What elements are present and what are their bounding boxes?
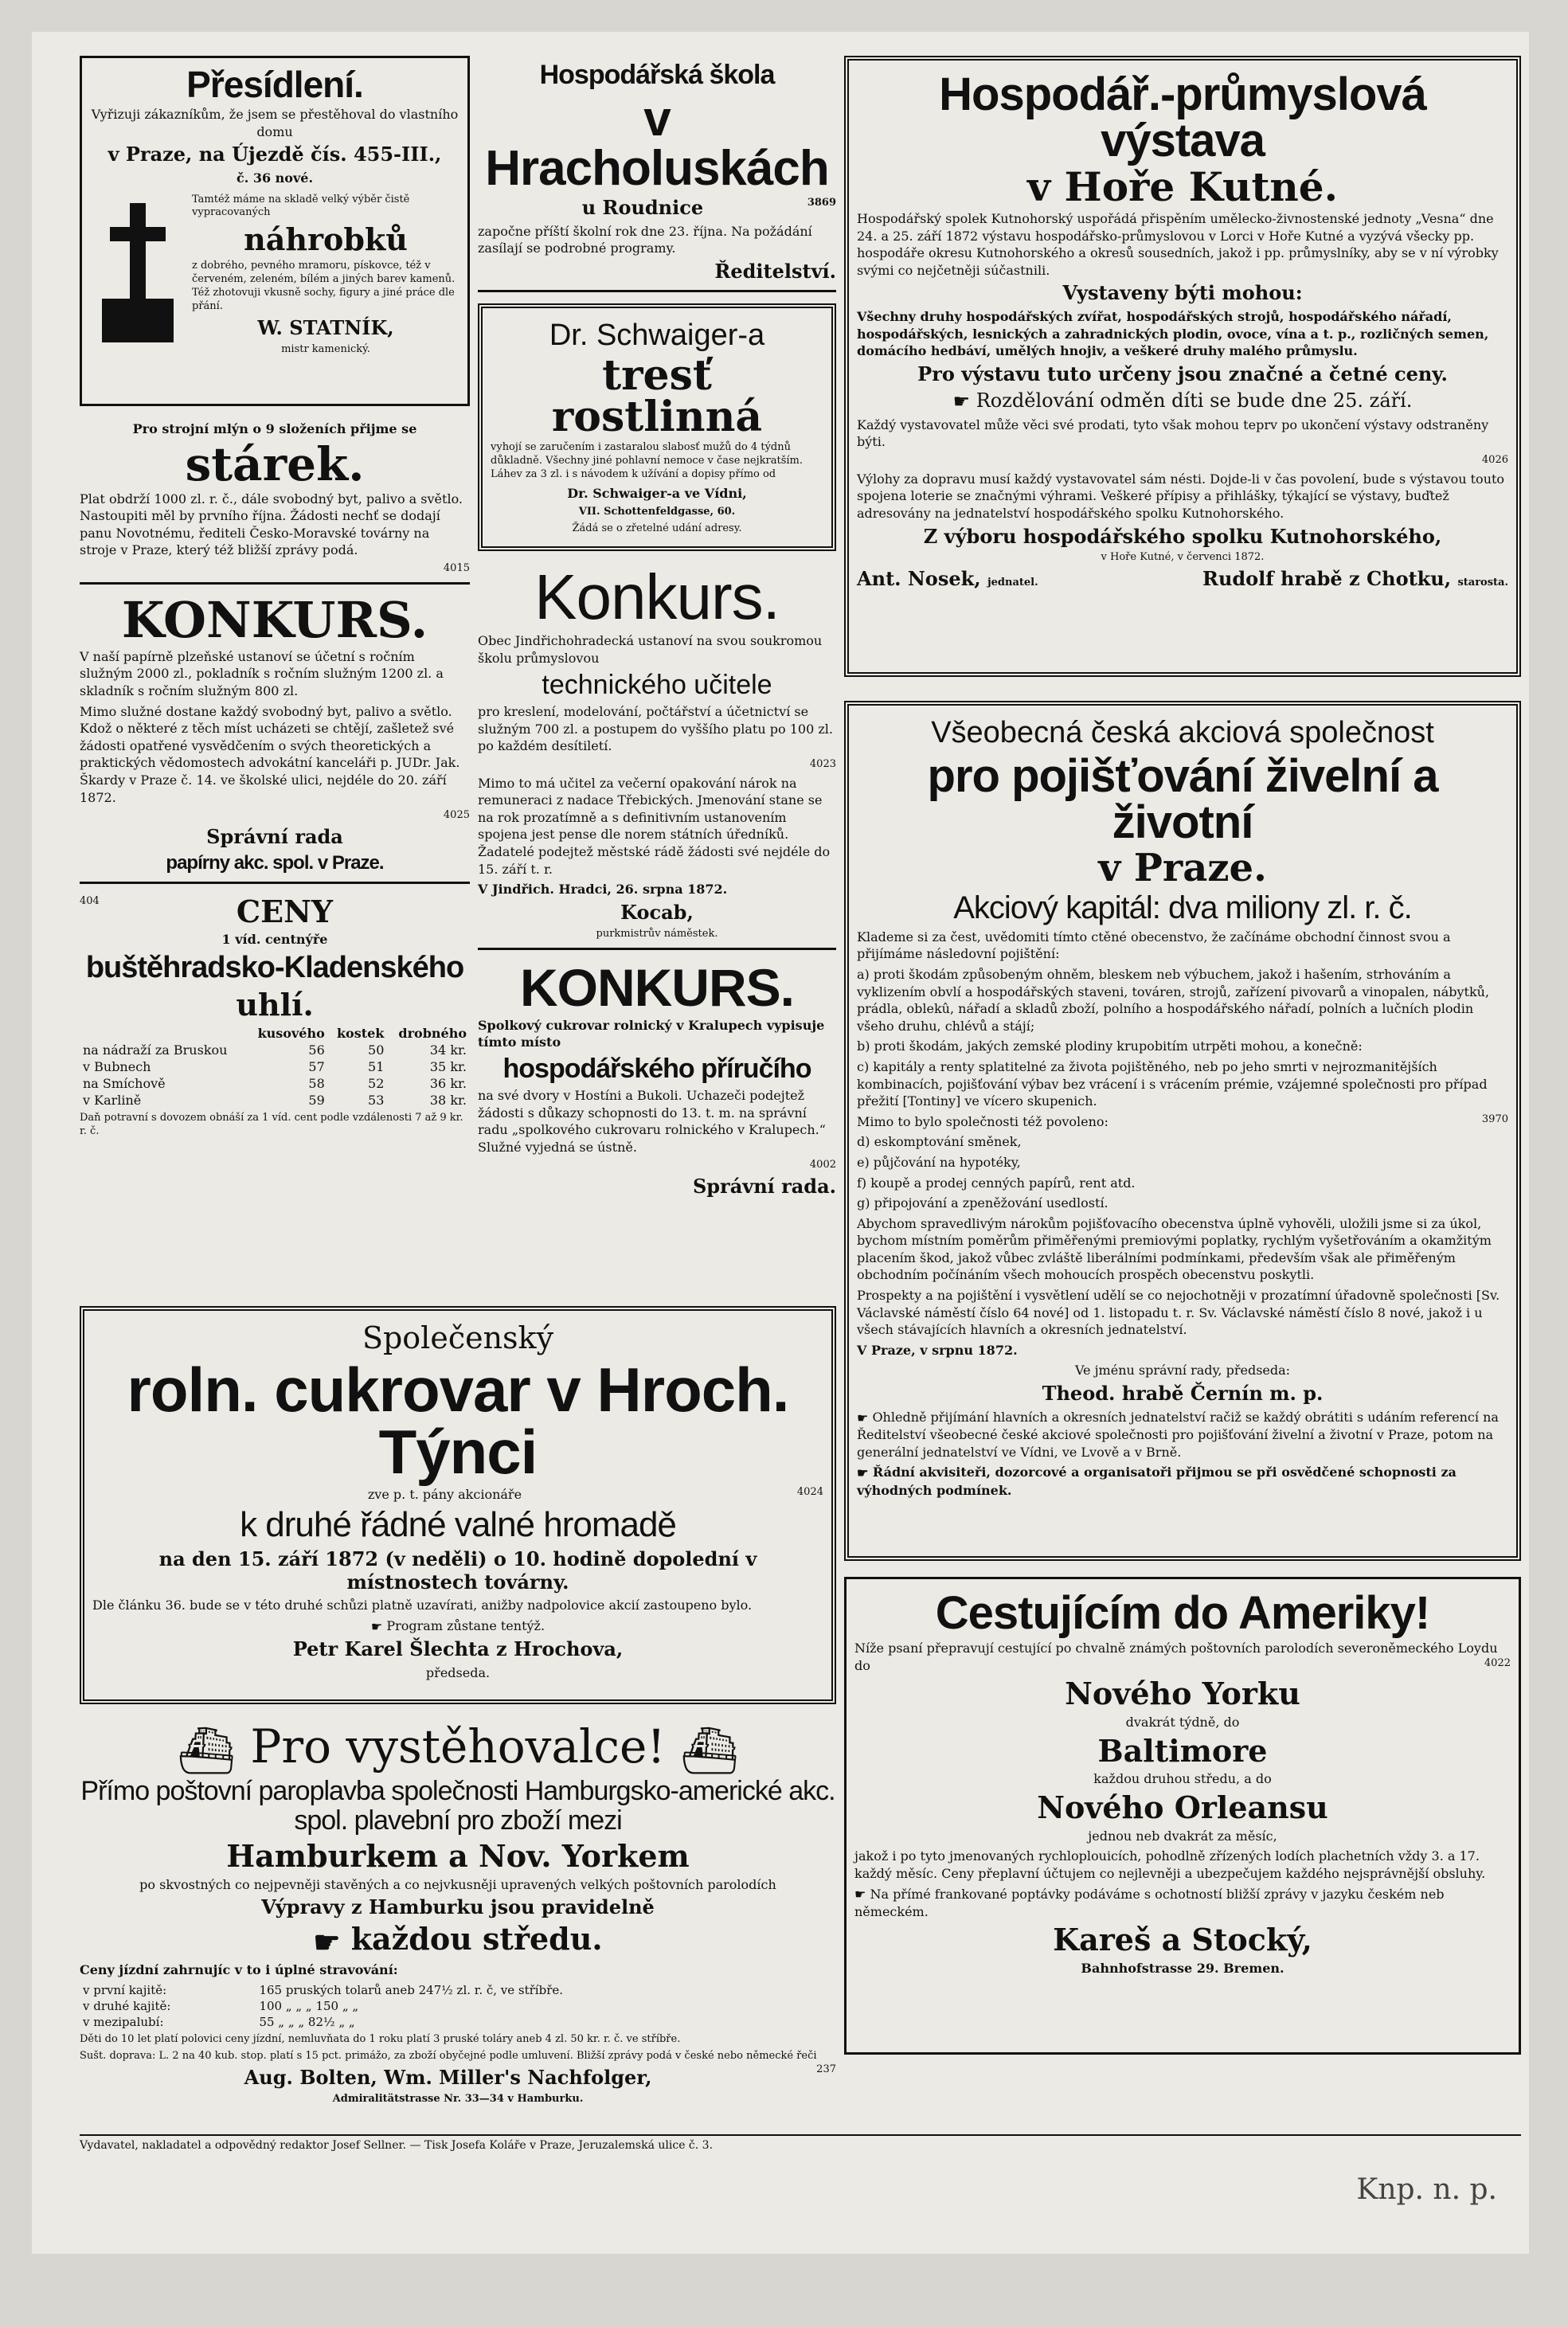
cukrovar-sign: Petr Karel Šlechta z Hrochova,	[292, 1637, 624, 1661]
cukrovar-program: Program zůstane tentýž.	[386, 1617, 545, 1633]
ad-presidleni	[80, 56, 470, 406]
vysthovalci-kids: Děti do 10 let platí polovici ceny jízdní, nemluvňata do 1 roku platí 3 pruské toláry aneb 4 zl. 50 kr. r. č. ve stříbře.	[80, 2032, 681, 2045]
vysthovalci-postage: Sušt. doprava: L. 2 na 40 kub. stop. platí s 15 pct. primážo, za zboží obyčejné podle umluvení. Bližší zprávy podá v české nebo německé řeči	[80, 2049, 817, 2062]
cell: 59	[308, 1092, 325, 1108]
vystava-prize: Rozdělování odměn díti se bude dne 25. září.	[976, 389, 1413, 412]
cell: v druhé kajitě:	[83, 1998, 171, 2013]
steamship-icon: ⛴	[177, 1723, 236, 1778]
skola-number: 3869	[807, 196, 836, 209]
pointing-hand-icon: ☛	[854, 1887, 866, 1903]
ceny-number: 404	[80, 894, 100, 907]
skola-text: započne příští školní rok dne 23. října. Na požádání zasílají se podrobné programy.	[478, 223, 812, 256]
ucitel-text: pro kreslení, modelování, počtářství a účetnictví se služným 700 zl. a postupem do vyššího platu po 100 zl. po každém desítiletí.	[478, 704, 833, 754]
pojistovna-place: v Praze.	[1098, 845, 1267, 890]
amerika-freq2: každou druhou středu, a do	[1093, 1771, 1272, 1787]
ucitel-sign: Kocab,	[620, 900, 694, 924]
papirna-sign1: Správní rada	[206, 825, 343, 849]
vysthovalci-sub: Přímo poštovní paroplavba společnosti Hamburgsko-americké akc. spol. plavební pro zboží mezi	[80, 1775, 835, 1836]
ad-konkurs-ucitel	[478, 561, 836, 949]
amerika-number: 4022	[1484, 1656, 1511, 1669]
vystava-heading3: Pro výstavu tuto určeny jsou značné a četné ceny.	[917, 362, 1448, 385]
pojistovna-intro: Klademe si za čest, uvědomiti tímto ctěné obecenstvo, že začínáme obchodní činnost svou a přijímáme následovní pojištění:	[857, 929, 1451, 962]
vysthovalci-sign: Aug. Bolten, Wm. Miller's Nachfolger,	[244, 2065, 652, 2089]
cukrovar-title2: roln. cukrovar v Hroch. Týnci	[127, 1354, 789, 1487]
starek-number: 4015	[443, 561, 470, 574]
vystava-sign1-role: jednatel.	[987, 577, 1038, 589]
pojistovna-item2: f) koupě a prodej cenných papírů, rent atd.	[857, 1175, 1136, 1191]
ad-vysthovalci	[80, 1720, 836, 2126]
skola-title1: Hospodářská škola	[539, 60, 775, 90]
ad-konkurs-papirna	[80, 590, 470, 884]
vystava-sign2: Rudolf hrabě z Chotku,	[1202, 567, 1452, 591]
vystava-title: Hospodář.-průmyslová výstava	[939, 68, 1426, 166]
column-left	[80, 56, 470, 1141]
pojistovna-item2: g) připojování a zpeněžování usedlostí.	[857, 1195, 1109, 1211]
papirna-number: 4025	[443, 809, 470, 822]
table-row	[80, 1058, 470, 1075]
ad-schwaiger	[478, 303, 836, 552]
cukrovar-konkurs-title: KONKURS.	[519, 957, 794, 1017]
library-stamp: Knp. n. p.	[1356, 2173, 1497, 2206]
pointing-hand-icon: ☛	[857, 1465, 869, 1481]
cukrovar-title1: Společenský	[362, 1320, 554, 1355]
pojistovna-also: Mimo to bylo společnosti též povoleno:	[857, 1113, 1109, 1129]
starek-text: Plat obdrží 1000 zl. r. č., dále svobodný byt, palivo a světlo. Nastoupiti měl by prvního října. Žádosti nechť se dodají panu Novotnému, řediteli Česko-Moravské továrny na stroje v Praze, který též bližší zprávy podá.	[80, 491, 463, 558]
amerika-city1: Nového Yorku	[1065, 1676, 1300, 1712]
ad-vystava	[844, 56, 1521, 677]
pojistovna-number: 3970	[1481, 1113, 1508, 1125]
vystava-text: Hospodářský spolek Kutnohorský uspořádá přispěním umělecko-živnostenské jednoty „Vesna“ dne 24. a 25. září 1872 výstavu hospodářsko-průmyslovou v Lorci v Hoře Kutné a vyzývá všecky pp. hospodáře okresu Kutnohorského a okresů sousedních, jakož i pp. průmyslníky, aby se v ní výrobky svými co nejčetněji súčastnili.	[857, 211, 1499, 278]
ceny-product: uhlí.	[236, 986, 314, 1023]
schwaiger-title2: tresť rostlinná	[551, 351, 763, 442]
ad-amerika	[844, 1577, 1521, 2055]
cell: 38 kr.	[429, 1092, 467, 1108]
ceny-header	[80, 1025, 247, 1042]
ad-cukrovar	[80, 1306, 836, 1704]
vysthovalci-route: Hamburkem a Nov. Yorkem	[226, 1837, 690, 1874]
schwaiger-title1: Dr. Schwaiger-a	[549, 318, 765, 352]
ceny-note: Daň potravní s dovozem obnáší za 1 víd. cent podle vzdálenosti 7 až 9 kr. r. č.	[80, 1111, 463, 1137]
vystava-date: v Hoře Kutné, v červenci 1872.	[1101, 551, 1265, 564]
cell: v Karlině	[83, 1092, 142, 1108]
table-row	[80, 1075, 470, 1092]
ceny-table	[80, 1025, 470, 1109]
vysthovalci-title: Pro vystěhovalce!	[250, 1719, 666, 1774]
cukrovar-text: zve p. t. pány akcionáře	[367, 1486, 522, 1502]
cukrovar-konkurs-position: hospodářského příručího	[502, 1053, 811, 1084]
table-row	[80, 1998, 836, 2014]
pojistovna-board: Ve jménu správní rady, předseda:	[1074, 1363, 1291, 1379]
pojistovna-title2: pro pojišťování živelní a životní	[927, 749, 1438, 848]
pointing-hand-icon: ☛	[952, 389, 971, 413]
vysthovalci-prices	[80, 1982, 836, 2030]
presidleni-lead: Vyřizuji zákazníkům, že jsem se přestěhoval do vlastního domu	[91, 107, 459, 139]
pointing-hand-icon: ☛	[313, 1923, 341, 1960]
pojistovna-text: Abychom spravedlivým nárokům pojišťovacího obecenstva úplně vyhověli, uložili jsme si za úkol, bychom místním poměrům přiměřenými premiovými poplatky, rychlým vyšetřováním a okamžitým placením škod, jakož vůbec zvláště liberálními podmínkami, především však ale přiměřeným obchodním počínáním všech mohoucích prospěch obecenstvu poskytli.	[857, 1215, 1492, 1283]
amerika-address: Bahnhofstrasse 29. Bremen.	[1081, 1961, 1285, 1977]
ucitel-date: V Jindřich. Hradci, 26. srpna 1872.	[478, 882, 728, 898]
schwaiger-text: vyhojí se zaručením i zastaralou slabosť mužů do 4 týdnů důkladně. Všechny jiné pohlavní nemoce v čase nejkratším. Láhev za 3 zl. i s návodem k užívání a dopisy přímo od	[491, 441, 803, 481]
skola-sign: Ředitelství.	[714, 259, 836, 283]
table-row	[80, 2014, 836, 2030]
presidleni-street: č. 36 nové.	[236, 170, 314, 186]
cukrovar-konkurs-number: 4002	[809, 1159, 836, 1171]
presidleni-detail: z dobrého, pevného mramoru, pískovce, též v červeném, zeleném, bílém a jiných barev kamenů. Též zhotovuji vkusně sochy, figury a jiné práce dle přání.	[192, 260, 456, 312]
pojistovna-item: c) kapitály a renty splatitelné za života pojištěného, neb po jeho smrti v nejrozmanitějších kombinacích, pojišťování výbav bez vrácení i s vrácením prémie, vzájemné společnosti pro případ přežití [Tontiny] ve vícero skupenich.	[857, 1058, 1488, 1109]
ucitel-text2: Mimo to má učitel za večerní opakování nárok na remuneraci z nadace Třebických. Jmenování stane se na rok prozatímně a s definitivním ustanovením spojena jest pense dle norem státních úředníků. Žadatelé podejtež městské rádě žádosti své nejdéle do 15. září t. r.	[478, 775, 831, 877]
skola-place: u Roudnice	[581, 195, 704, 219]
starek-title: stárek.	[185, 436, 365, 491]
vysthovalci-schedule: Výpravy z Hamburku jsou pravidelně	[261, 1895, 655, 1919]
cukrovar-title3: k druhé řádné valné hromadě	[240, 1505, 676, 1545]
cukrovar-konkurs-text: na své dvory v Hostíni a Bukoli. Uchazeči podejtež žádosti s důkazy schopnosti do 13. t. m. na správní radu „spolkového cukrovaru rolnického v Kralupech.“ Služné vyjedná se ústně.	[478, 1088, 826, 1155]
papirna-text1: V naší papírně plzeňské ustanoví se účetní s ročním služným 2000 zl., pokladník s ročním služným 1200 zl. a skladník s ročním služným 800 zl.	[80, 648, 444, 699]
amerika-city2: Baltimore	[1097, 1732, 1268, 1769]
cell: v Bubnech	[83, 1058, 151, 1074]
pojistovna-date: V Praze, v srpnu 1872.	[857, 1342, 1018, 1358]
presidleni-signature: W. STATNÍK,	[257, 315, 394, 339]
cukrovar-role: předseda.	[425, 1665, 491, 1681]
ceny-header: kostek	[336, 1025, 385, 1041]
cell: 56	[308, 1042, 325, 1058]
amerika-city3: Nového Orleansu	[1037, 1789, 1328, 1825]
pojistovna-item2: e) půjčování na hypotéky,	[857, 1154, 1021, 1170]
ceny-header: kusového	[257, 1025, 325, 1041]
presidleni-role: mistr kamenický.	[281, 342, 370, 355]
ad-konkurs-cukrovar	[478, 957, 836, 1199]
cell: v první kajitě:	[83, 1982, 167, 1997]
ad-starek	[80, 420, 470, 585]
amerika-freq1: dvakrát týdně, do	[1125, 1714, 1240, 1730]
newspaper-page	[32, 32, 1529, 2254]
ucitel-lead: Obec Jindřichohradecká ustanoví na svou soukromou školu průmyslovou	[478, 633, 823, 667]
pojistovna-note2: Řádní akvisiteři, dozorcové a organisatoři přijmou se při osvědčené schopnosti za výhodných podmínek.	[857, 1465, 1457, 1498]
amerika-text2: jakož i po tyto jmenovaných rychloplouicích, pohodlně zřízených lodích plachetních vždy 3. a 17. každý měsíc. Ceny přeplavní účtujem co nejlevněji a ubezpečujem každého nejsprávnější obsluhy.	[854, 1848, 1486, 1881]
skola-title2: v Hracholuskách	[485, 91, 829, 196]
ucitel-title: Konkurs.	[534, 561, 780, 633]
vysthovalci-number: 237	[816, 2063, 836, 2075]
amerika-sign: Kareš a Stocký,	[1053, 1922, 1312, 1958]
vystava-committee: Z výboru hospodářského spolku Kutnohorského,	[923, 524, 1442, 548]
vystava-place: v Hoře Kutné.	[1027, 163, 1338, 210]
vysthovalci-text: po skvostných co nejpevněji stavěných a co nejvkusněji upravených velkých poštovních parolodích	[139, 1876, 776, 1892]
pojistovna-capital: Akciový kapitál: dva miliony zl. r. č.	[953, 890, 1412, 925]
vystava-number: 4026	[1481, 453, 1508, 466]
ceny-title: CENY	[236, 893, 333, 929]
cukrovar-date: na den 15. září 1872 (v neděli) o 10. hodině dopolední v místnostech továrny.	[158, 1547, 757, 1594]
ad-skola	[478, 59, 836, 292]
cukrovar-konkurs-sign: Správní rada.	[692, 1175, 836, 1199]
ucitel-number: 4023	[809, 757, 836, 770]
ceny-header: drobného	[398, 1025, 467, 1041]
schwaiger-note: Žádá se o zřetelné udání adresy.	[572, 522, 742, 534]
pojistovna-text2: Prospekty a na pojištění i vysvětlení udělí se co nejochotněji v prozatímní úřadovně společnosti [Sv. Václavské náměstí číslo 64 nové] od 1. listopadu t. r. Sv. Václavské náměstí číslo 8 nové, jakož i u všech stávajících hlavních a okresních jednatelství.	[857, 1288, 1500, 1338]
table-row	[80, 1092, 470, 1109]
schwaiger-sign: Dr. Schwaiger-a ve Vídni,	[567, 486, 747, 502]
vystava-text3: Výlohy za dopravu musí každý vystavovatel sám nésti. Dojde-li v čas povolení, bude s výstavou touto spojena loterie se značnými výhrami. Veškeré přípisy a přihlášky, týkající se výstavy, buďtež adresovány na jednatelství hospodářského spolku Kutnohorského.	[857, 471, 1505, 521]
cell: 53	[368, 1092, 385, 1108]
table-row	[80, 1982, 836, 1998]
pojistovna-sign: Theod. hrabě Černín m. p.	[1042, 1382, 1324, 1406]
ad-pojistovna	[844, 701, 1521, 1561]
table-row	[80, 1042, 470, 1058]
cell: 165 pruských tolarů aneb 247½ zl. r. č, ve stříbře.	[259, 1982, 564, 1997]
pojistovna-item2: d) eskomptování směnek,	[857, 1134, 1022, 1150]
cell: na nádraží za Bruskou	[83, 1042, 228, 1058]
pojistovna-item: a) proti škodám způsobeným ohněm, bleskem neb výbuchem, jakož i hašením, strhováním a vyklizením obvlí a hospodářských staveni, továren, strojů, zařízení pivovarů a vinopalen, nábytků, prádla, oblekû, nářadí a skladů zboží, polního a hospodářského nářadí, polních a lučních plodin všeho druhu, chlévů a stájí;	[857, 966, 1490, 1034]
cell: 50	[368, 1042, 385, 1058]
vysthovalci-day: každou středu.	[350, 1920, 603, 1957]
starek-lead: Pro strojní mlýn o 9 složeních přijme se	[132, 421, 417, 436]
presidleni-address: v Praze, na Újezdě čís. 455-III.,	[108, 143, 442, 166]
vystava-items: Všechny druhy hospodářských zvířat, hospodářských strojů, hospodářského nářadí, hospodářských, lesnických a zahradnických plodin, ovoce, vína a t. p., rozličných semen, domácího hedbáví, umělých hnojiv, a veškeré druhy malého průmyslu.	[857, 309, 1489, 359]
cell: 51	[368, 1058, 385, 1074]
vystava-heading2: Vystaveny býti mohou:	[1062, 281, 1303, 305]
pojistovna-note: Ohledně přijímání hlavních a okresních jednatelství račiž se každý obrátiti s udáním referencí na Ředitelství všeobecné české akciové společnosti pro pojišťování živelní a životní v Praze, potom na generální jednatelství ve Vídni, ve Lvově a v Brně.	[857, 1409, 1499, 1460]
presidleni-text: Tamtéž máme na skladě velký výběr čistě vypracovaných	[192, 193, 410, 219]
cukrovar-number: 4024	[796, 1485, 823, 1498]
cell: 57	[308, 1058, 325, 1074]
steamship-icon: ⛴	[680, 1723, 739, 1778]
cukrovar-konkurs-lead: Spolkový cukrovar rolnický v Kralupech vypisuje tímto místo	[478, 1017, 825, 1050]
cell: 35 kr.	[429, 1058, 467, 1074]
presidleni-product: náhrobků	[244, 221, 408, 258]
amerika-text: Níže psaní přepravují cestující po chvalně známých poštovních parolodích severoněmeckého Loydu do	[854, 1641, 1498, 1673]
cell: na Smíchově	[83, 1075, 166, 1091]
ad-ceny-uhli	[80, 895, 470, 1139]
vysthovalci-address: Admiralitätstrasse Nr. 33—34 v Hamburku.	[332, 2092, 584, 2105]
column-right	[844, 56, 1521, 2069]
amerika-title: Cestujícím do Ameriky!	[935, 1587, 1430, 1639]
cell: 36 kr.	[429, 1075, 467, 1091]
vystava-sign1: Ant. Nosek,	[857, 567, 981, 591]
tombstone-cross-icon	[90, 195, 186, 346]
papirna-sign2: papírny akc. spol. v Praze.	[166, 851, 384, 874]
papirna-title: KONKURS.	[121, 590, 428, 649]
footer-imprint: Vydavatel, nakladatel a odpovědný redaktor Josef Sellner. — Tisk Josefa Koláře v Praze, Jeruzalemská ulice č. 3.	[80, 2134, 1521, 2152]
ceny-name: buštěhradsko-Kladenského	[85, 951, 464, 985]
cukrovar-text2: Dle článku 36. bude se v této druhé schůzi platně uzavírati, anižby nadpolovice akcií zastoupeno bylo.	[92, 1598, 753, 1613]
vysthovalci-price-head: Ceny jízdní zahrnujíc v to i úplné stravování:	[80, 1962, 398, 1978]
ucitel-position: technického učitele	[542, 669, 772, 700]
amerika-text3: Na přímé frankované poptávky podáváme s ochotností bližší zprávy v jazyku českém neb německém.	[854, 1886, 1445, 1919]
cell: 100 „ „ „ 150 „ „	[259, 1998, 359, 2013]
cell: v mezipalubí:	[83, 2014, 164, 2029]
amerika-freq3: jednou neb dvakrát za měsíc,	[1088, 1828, 1277, 1844]
cell: 55 „ „ „ 82½ „ „	[259, 2014, 355, 2029]
ceny-sub: 1 víd. centnýře	[221, 932, 328, 948]
column-middle	[478, 56, 836, 1202]
cell: 58	[308, 1075, 325, 1091]
vystava-text2: Každý vystavovatel může věci své prodati, tyto však mohou teprv po ukončení výstavy odstraněny býti.	[857, 417, 1489, 450]
pojistovna-item: b) proti škodám, jakých zemské plodiny krupobitím utrpěti mohou, a konečně:	[857, 1038, 1363, 1054]
presidleni-title: Přesídlení.	[186, 64, 363, 105]
ucitel-role: purkmistrův náměstek.	[596, 927, 718, 940]
pojistovna-title1: Všeobecná česká akciová společnost	[931, 716, 1434, 749]
vystava-sign2-role: starosta.	[1457, 577, 1508, 589]
pointing-hand-icon: ☛	[857, 1410, 869, 1426]
cell: 34 kr.	[429, 1042, 467, 1058]
pointing-hand-icon: ☛	[370, 1618, 383, 1634]
papirna-text2: Mimo služné dostane každý svobodný byt, palivo a světlo. Kdož o některé z těch míst ucházeti se chtějí, zašletež své žádosti opatřené vysvědčením o svých theoretických a praktických vědomostech advokátní kanceláři p. JUDr. Jak. Škardy v Praze č. 14. ve školské ulici, nejdéle do 20. září 1872.	[80, 703, 460, 805]
schwaiger-address: VII. Schottenfeldgasse, 60.	[578, 505, 736, 518]
cell: 52	[368, 1075, 385, 1091]
